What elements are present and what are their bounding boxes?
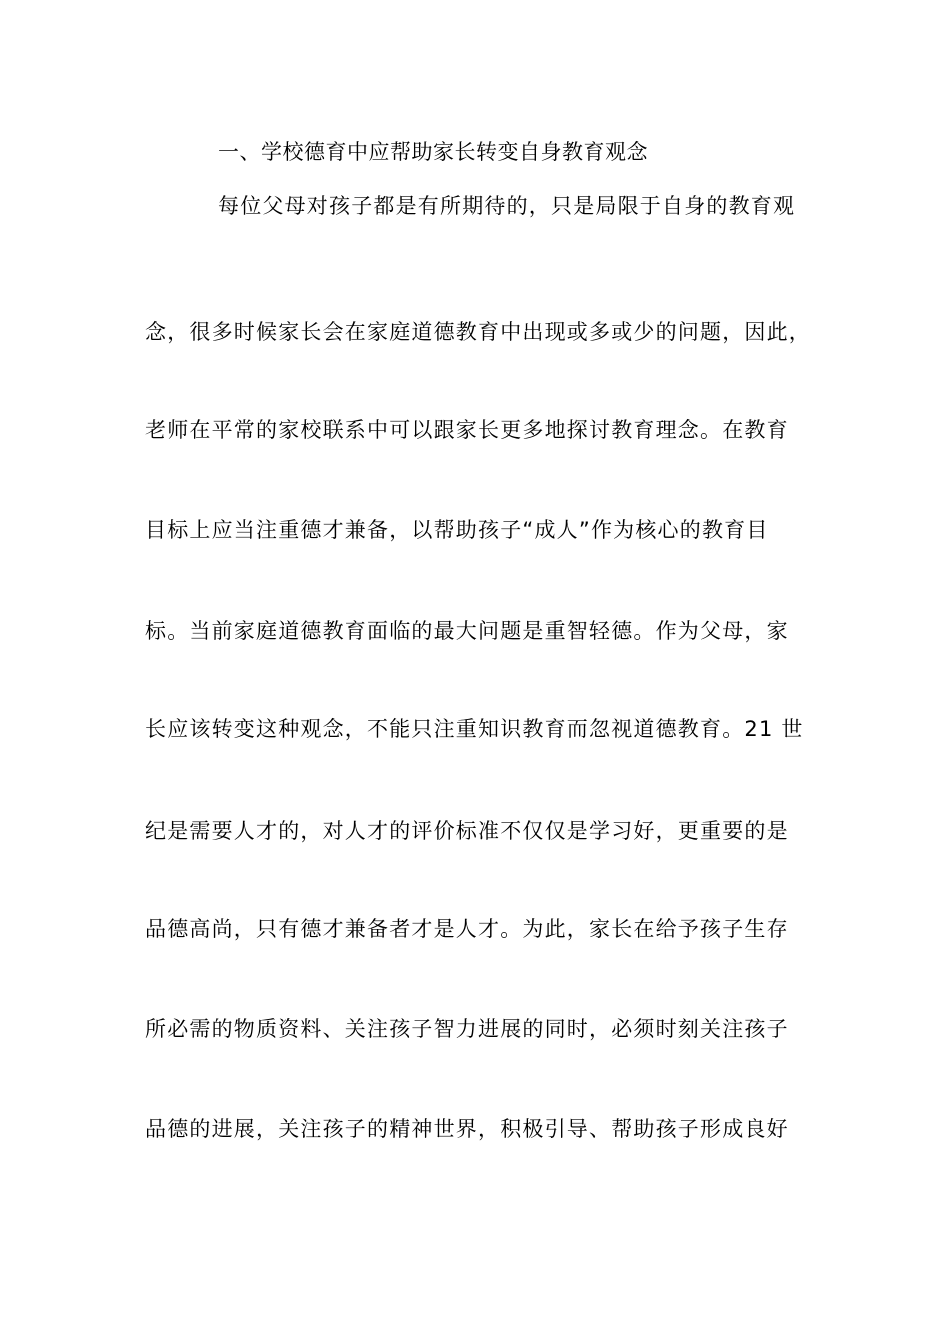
- paragraph-line: 长应该转变这种观念，不能只注重知识教育而忽视道德教育。21 世: [145, 717, 804, 741]
- paragraph-line: 每位父母对孩子都是有所期待的，只是局限于自身的教育观: [218, 194, 796, 218]
- paragraph-line: 纪是需要人才的，对人才的评价标准不仅仅是学习好，更重要的是: [145, 819, 789, 843]
- paragraph-line: 品德高尚，只有德才兼备者才是人才。为此，家长在给予孩子生存: [145, 917, 789, 941]
- paragraph-line: 品德的进展，关注孩子的精神世界，积极引导、帮助孩子形成良好: [145, 1117, 789, 1141]
- paragraph-line: 所必需的物质资料、关注孩子智力进展的同时，必须时刻关注孩子: [145, 1017, 789, 1041]
- paragraph-line: 标。当前家庭道德教育面临的最大问题是重智轻德。作为父母，家: [145, 619, 789, 643]
- section-heading: 一、学校德育中应帮助家长转变自身教育观念: [218, 140, 648, 164]
- paragraph-line: 念，很多时候家长会在家庭道德教育中出现或多或少的问题，因此，: [145, 320, 811, 344]
- paragraph-line: 老师在平常的家校联系中可以跟家长更多地探讨教育理念。在教育: [145, 418, 789, 442]
- paragraph-line: 目标上应当注重德才兼备，以帮助孩子“成人”作为核心的教育目: [145, 518, 769, 542]
